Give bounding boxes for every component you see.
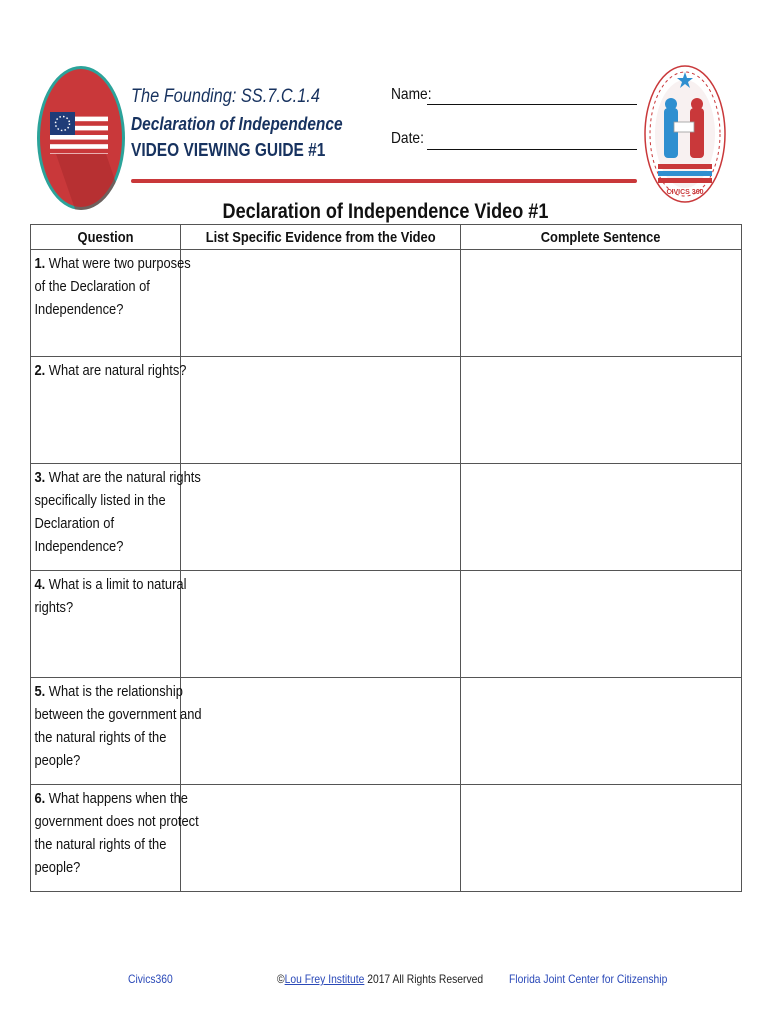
- svg-text:CIVICS 360: CIVICS 360: [666, 189, 704, 196]
- copyright-text: 2017 All Rights Reserved: [364, 972, 484, 986]
- sentence-input[interactable]: [461, 357, 742, 464]
- table-row: [31, 357, 742, 464]
- sheet-title: Declaration of Independence Video #1: [222, 200, 548, 223]
- table-row: [31, 571, 742, 678]
- question-number: 6.: [34, 790, 46, 807]
- header-complete-sentence: Complete Sentence: [461, 225, 742, 250]
- question-cell: [31, 678, 202, 785]
- question-cell: [31, 250, 191, 357]
- question-number: 3.: [34, 469, 46, 486]
- civics360-link[interactable]: Civics360: [128, 972, 173, 986]
- civics360-badge-icon: [644, 64, 726, 204]
- question-number: 4.: [34, 576, 46, 593]
- question-text: What is a limit to natural rights?: [34, 576, 187, 616]
- question-number: 1.: [34, 255, 46, 272]
- question-number: 5.: [34, 683, 46, 700]
- flag-logo: [36, 62, 126, 212]
- date-label: Date:: [391, 130, 424, 147]
- sentence-input[interactable]: [461, 571, 742, 678]
- question-cell: [31, 785, 199, 892]
- betsy-ross-flag-icon: [36, 62, 126, 212]
- evidence-input[interactable]: [181, 250, 461, 357]
- question-number: 2.: [34, 362, 46, 379]
- florida-joint-center-link[interactable]: Florida Joint Center for Citizenship: [509, 972, 668, 986]
- header-divider: [131, 179, 637, 183]
- sentence-input[interactable]: [461, 464, 742, 571]
- question-cell: [31, 357, 187, 464]
- copyright-notice: [277, 972, 517, 986]
- copyright-symbol: ©: [277, 972, 285, 986]
- question-text: What is the relationship between the government and the natural rights of the people?: [34, 683, 202, 769]
- sentence-input[interactable]: [461, 678, 742, 785]
- lou-frey-institute-link[interactable]: Lou Frey Institute: [284, 972, 365, 986]
- evidence-input[interactable]: [181, 571, 461, 678]
- viewing-guide-table: [30, 224, 742, 892]
- topic-title: Declaration of Independence: [131, 114, 343, 134]
- question-cell: [31, 464, 201, 571]
- name-field[interactable]: [427, 104, 637, 105]
- header-question: Question: [31, 225, 181, 250]
- civics360-logo: [644, 64, 726, 204]
- date-field[interactable]: [427, 149, 637, 150]
- evidence-input[interactable]: [181, 357, 461, 464]
- evidence-input[interactable]: [181, 678, 461, 785]
- table-row: [31, 678, 742, 785]
- question-text: What were two purposes of the Declaration of Independence?: [34, 255, 191, 318]
- question-cell: [31, 571, 187, 678]
- table-row: [31, 464, 742, 571]
- evidence-input[interactable]: [181, 785, 461, 892]
- question-text: What are natural rights?: [48, 362, 187, 379]
- table-header-row: [31, 225, 742, 250]
- header-evidence: List Specific Evidence from the Video: [181, 225, 461, 250]
- course-code: The Founding: SS.7.C.1.4: [131, 86, 320, 107]
- guide-title: VIDEO VIEWING GUIDE #1: [131, 140, 326, 160]
- sentence-input[interactable]: [461, 785, 742, 892]
- question-text: What happens when the government does not protect the natural rights of the people?: [34, 790, 199, 876]
- evidence-input[interactable]: [181, 464, 461, 571]
- table-row: [31, 250, 742, 357]
- name-label: Name:: [391, 86, 432, 103]
- sentence-input[interactable]: [461, 250, 742, 357]
- table-row: [31, 785, 742, 892]
- question-text: What are the natural rights specifically listed in the Declaration of Independence?: [34, 469, 201, 555]
